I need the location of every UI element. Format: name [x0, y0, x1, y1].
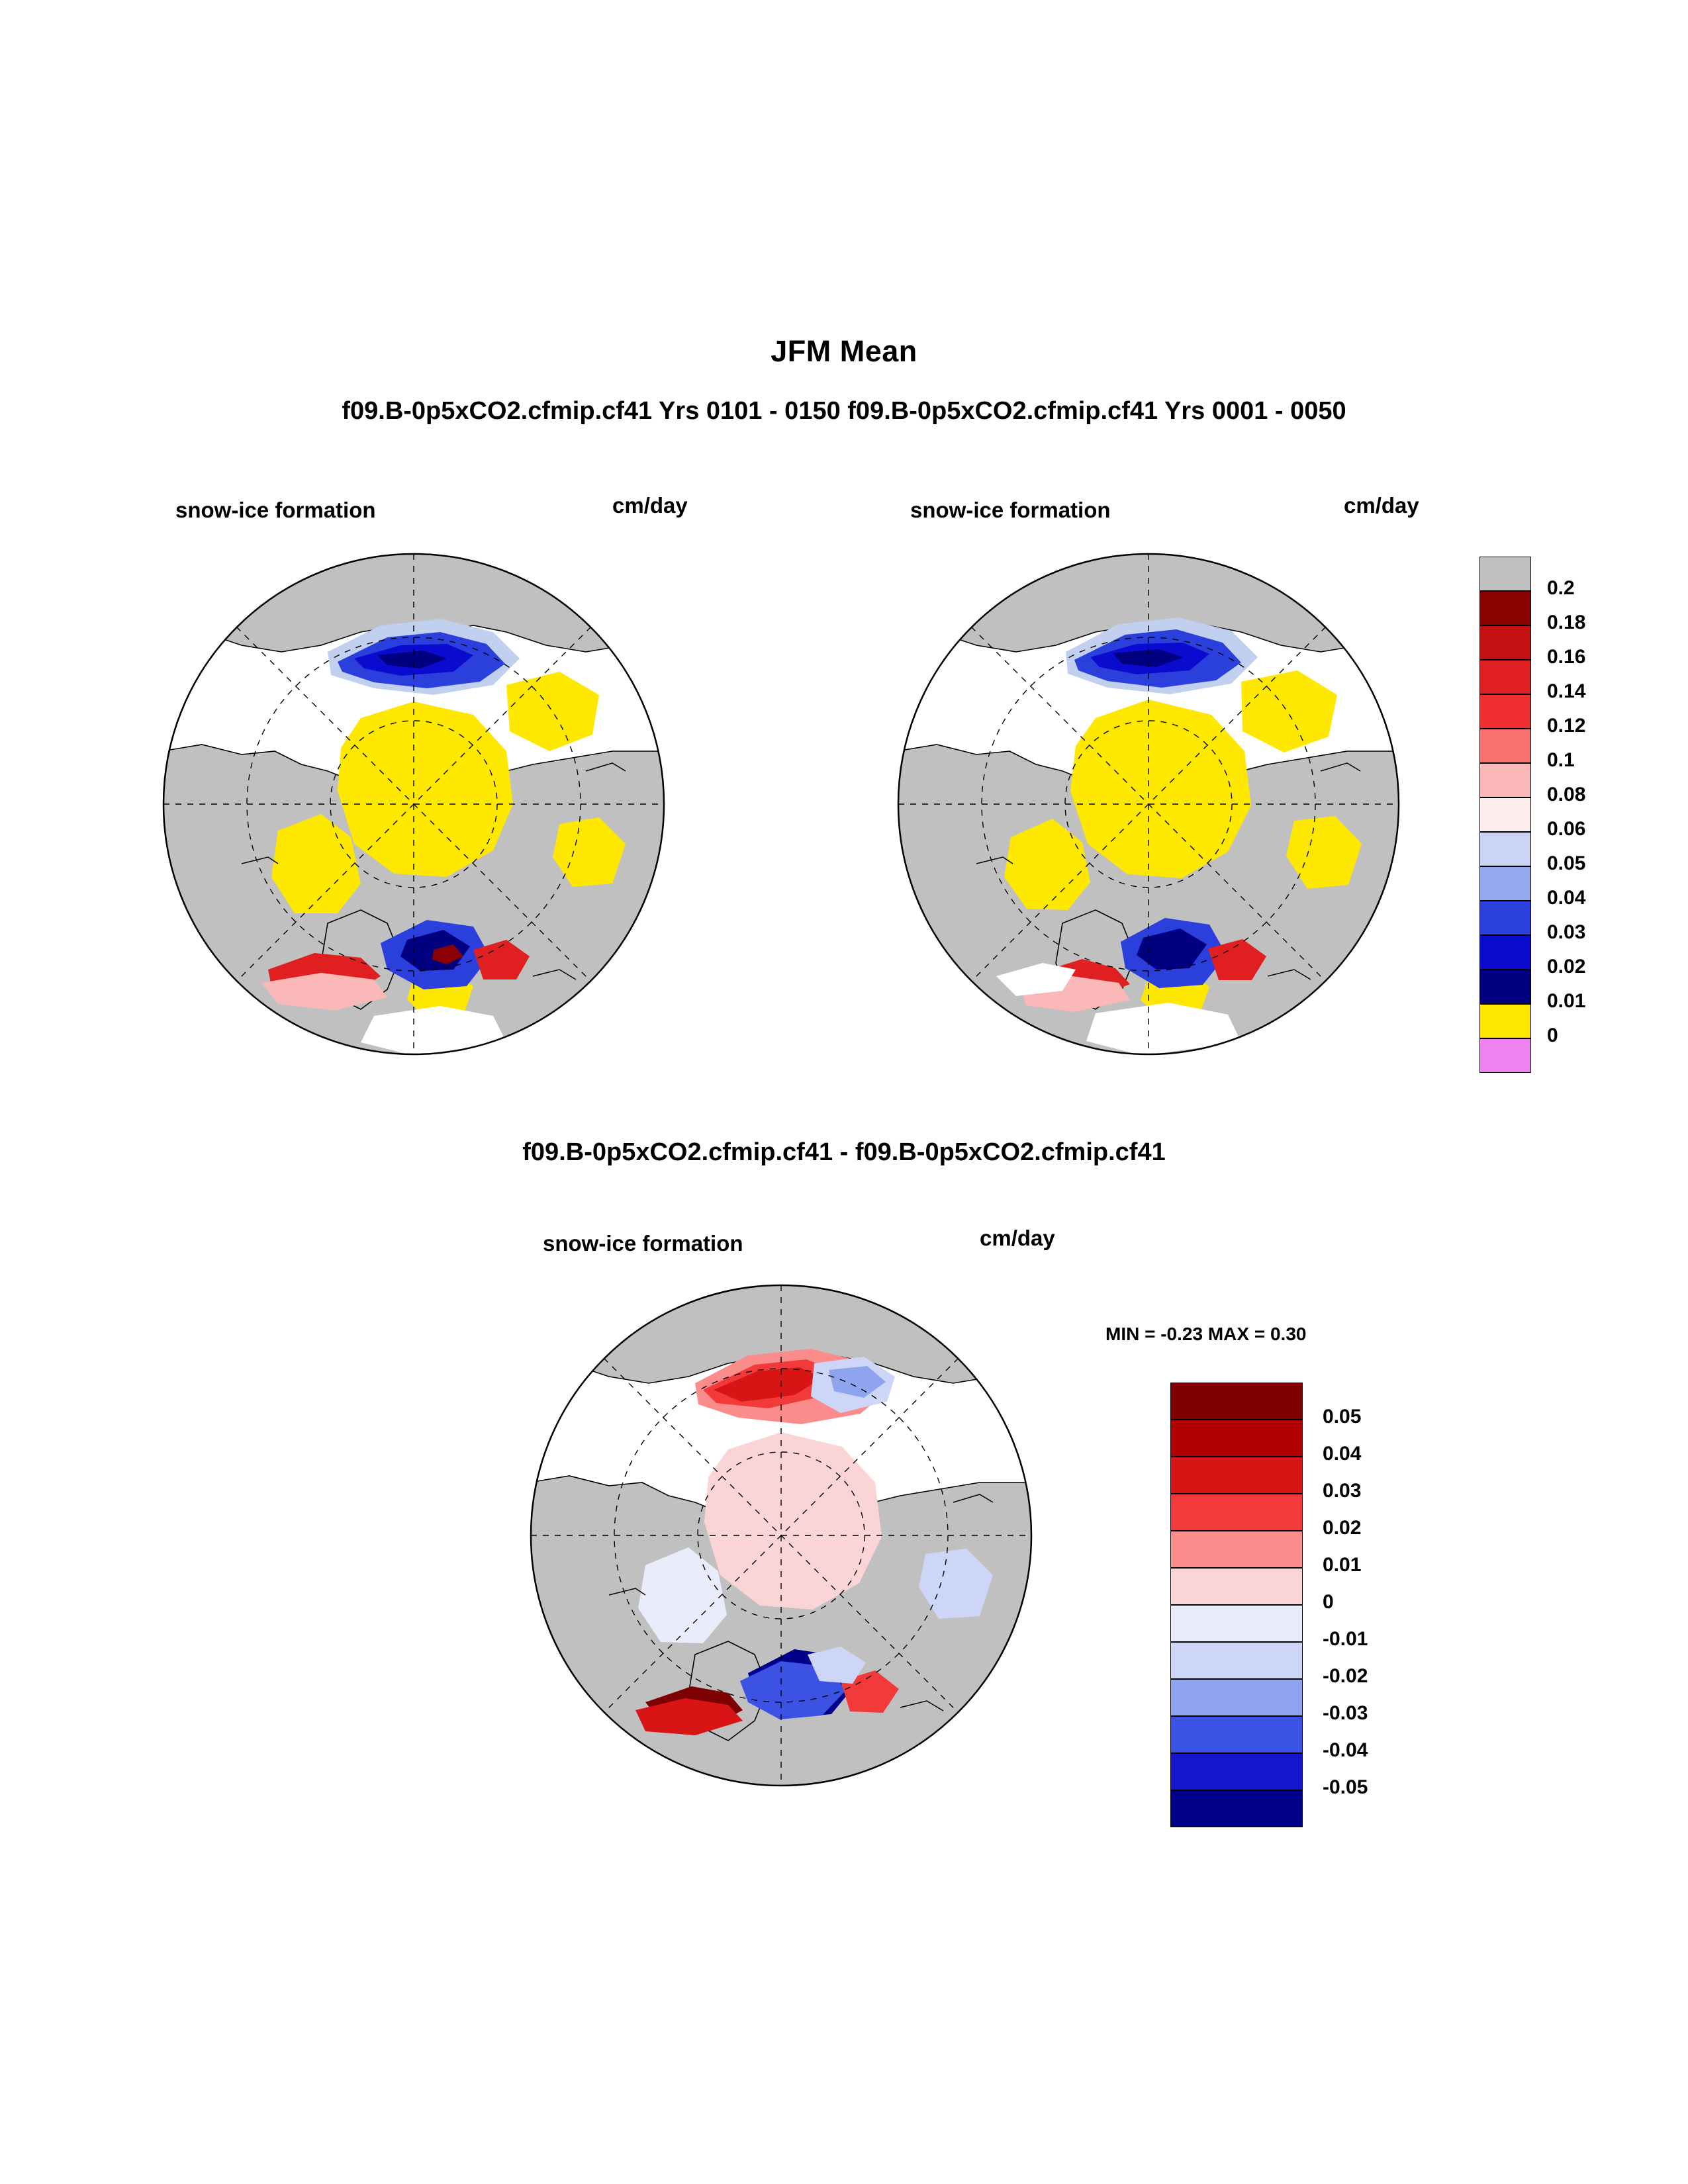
absolute-colorbar	[1479, 557, 1679, 1073]
difference-minmax-label: MIN = -0.23 MAX = 0.30	[1105, 1324, 1307, 1344]
colorbar-swatch	[1479, 557, 1531, 591]
main-title: JFM Mean	[771, 334, 917, 368]
colorbar-swatch	[1479, 763, 1531, 797]
colorbar-tick-label: 0.03	[1547, 921, 1586, 943]
colorbar-swatch	[1479, 1038, 1531, 1073]
colorbar-tick-label: 0.01	[1323, 1554, 1362, 1576]
difference-colorbar-swatches	[1170, 1383, 1455, 1828]
colorbar-swatch	[1479, 797, 1531, 832]
colorbar-tick-label: 0.18	[1547, 612, 1586, 633]
colorbar-swatch	[1479, 729, 1531, 763]
colorbar-swatch	[1479, 901, 1531, 935]
colorbar-swatch	[1170, 1420, 1303, 1457]
colorbar-swatch	[1479, 970, 1531, 1004]
colorbar-swatch	[1170, 1383, 1303, 1420]
colorbar-tick-label: 0.02	[1547, 956, 1586, 978]
colorbar-swatch	[1170, 1679, 1303, 1716]
colorbar-tick-label: -0.02	[1323, 1665, 1368, 1687]
colorbar-tick-label: 0.2	[1547, 577, 1575, 599]
difference-map-graphic	[530, 1284, 1033, 1787]
colorbar-swatch	[1479, 660, 1531, 694]
colorbar-swatch	[1170, 1457, 1303, 1494]
colorbar-tick-label: 0	[1547, 1024, 1558, 1046]
right-map-graphic	[897, 553, 1400, 1056]
colorbar-swatch	[1170, 1790, 1303, 1827]
colorbar-tick-label: 0	[1323, 1591, 1334, 1613]
colorbar-tick-label: 0.12	[1547, 715, 1586, 737]
colorbar-swatch	[1479, 832, 1531, 866]
left-panel-units-label: cm/day	[612, 493, 688, 518]
colorbar-tick-label: 0.1	[1547, 749, 1575, 771]
left-panel-variable-label: snow-ice formation	[175, 498, 376, 522]
absolute-colorbar-swatches	[1479, 557, 1679, 1073]
right-panel-units-label: cm/day	[1344, 493, 1419, 518]
colorbar-swatch	[1170, 1568, 1303, 1605]
colorbar-tick-label: 0.08	[1547, 784, 1586, 805]
difference-panel-variable-label: snow-ice formation	[543, 1231, 743, 1255]
colorbar-tick-label: 0.14	[1547, 680, 1586, 702]
colorbar-swatch	[1479, 866, 1531, 901]
colorbar-tick-label: 0.03	[1323, 1480, 1362, 1502]
colorbar-swatch	[1170, 1753, 1303, 1790]
colorbar-swatch	[1170, 1605, 1303, 1642]
colorbar-tick-label: 0.16	[1547, 646, 1586, 668]
colorbar-tick-label: 0.06	[1547, 818, 1586, 840]
colorbar-swatch	[1170, 1494, 1303, 1531]
left-map-graphic	[162, 553, 665, 1056]
colorbar-tick-label: 0.05	[1323, 1406, 1362, 1428]
difference-panel-units-label: cm/day	[980, 1226, 1055, 1250]
colorbar-tick-label: -0.01	[1323, 1628, 1368, 1650]
difference-title: f09.B-0p5xCO2.cfmip.cf41 - f09.B-0p5xCO2.cfmip.cf41	[522, 1138, 1166, 1166]
colorbar-tick-label: 0.05	[1547, 852, 1586, 874]
colorbar-swatch	[1170, 1531, 1303, 1568]
colorbar-tick-label: 0.02	[1323, 1517, 1362, 1539]
colorbar-swatch	[1170, 1716, 1303, 1753]
sub-title: f09.B-0p5xCO2.cfmip.cf41 Yrs 0101 - 0150 f09.B-0p5xCO2.cfmip.cf41 Yrs 0001 - 0050	[342, 397, 1346, 425]
colorbar-swatch	[1479, 1004, 1531, 1038]
colorbar-tick-label: -0.03	[1323, 1702, 1368, 1724]
colorbar-swatch	[1479, 935, 1531, 970]
colorbar-swatch	[1479, 694, 1531, 729]
left-polar-map	[162, 553, 665, 1056]
colorbar-tick-label: 0.01	[1547, 990, 1586, 1012]
colorbar-tick-label: -0.05	[1323, 1776, 1368, 1798]
colorbar-swatch	[1479, 625, 1531, 660]
colorbar-tick-label: -0.04	[1323, 1739, 1368, 1761]
difference-colorbar	[1170, 1383, 1455, 1828]
difference-polar-map	[530, 1284, 1033, 1787]
colorbar-tick-label: 0.04	[1323, 1443, 1362, 1465]
colorbar-swatch	[1479, 591, 1531, 625]
colorbar-tick-label: 0.04	[1547, 887, 1586, 909]
right-panel-variable-label: snow-ice formation	[910, 498, 1111, 522]
colorbar-swatch	[1170, 1642, 1303, 1679]
right-polar-map	[897, 553, 1400, 1056]
